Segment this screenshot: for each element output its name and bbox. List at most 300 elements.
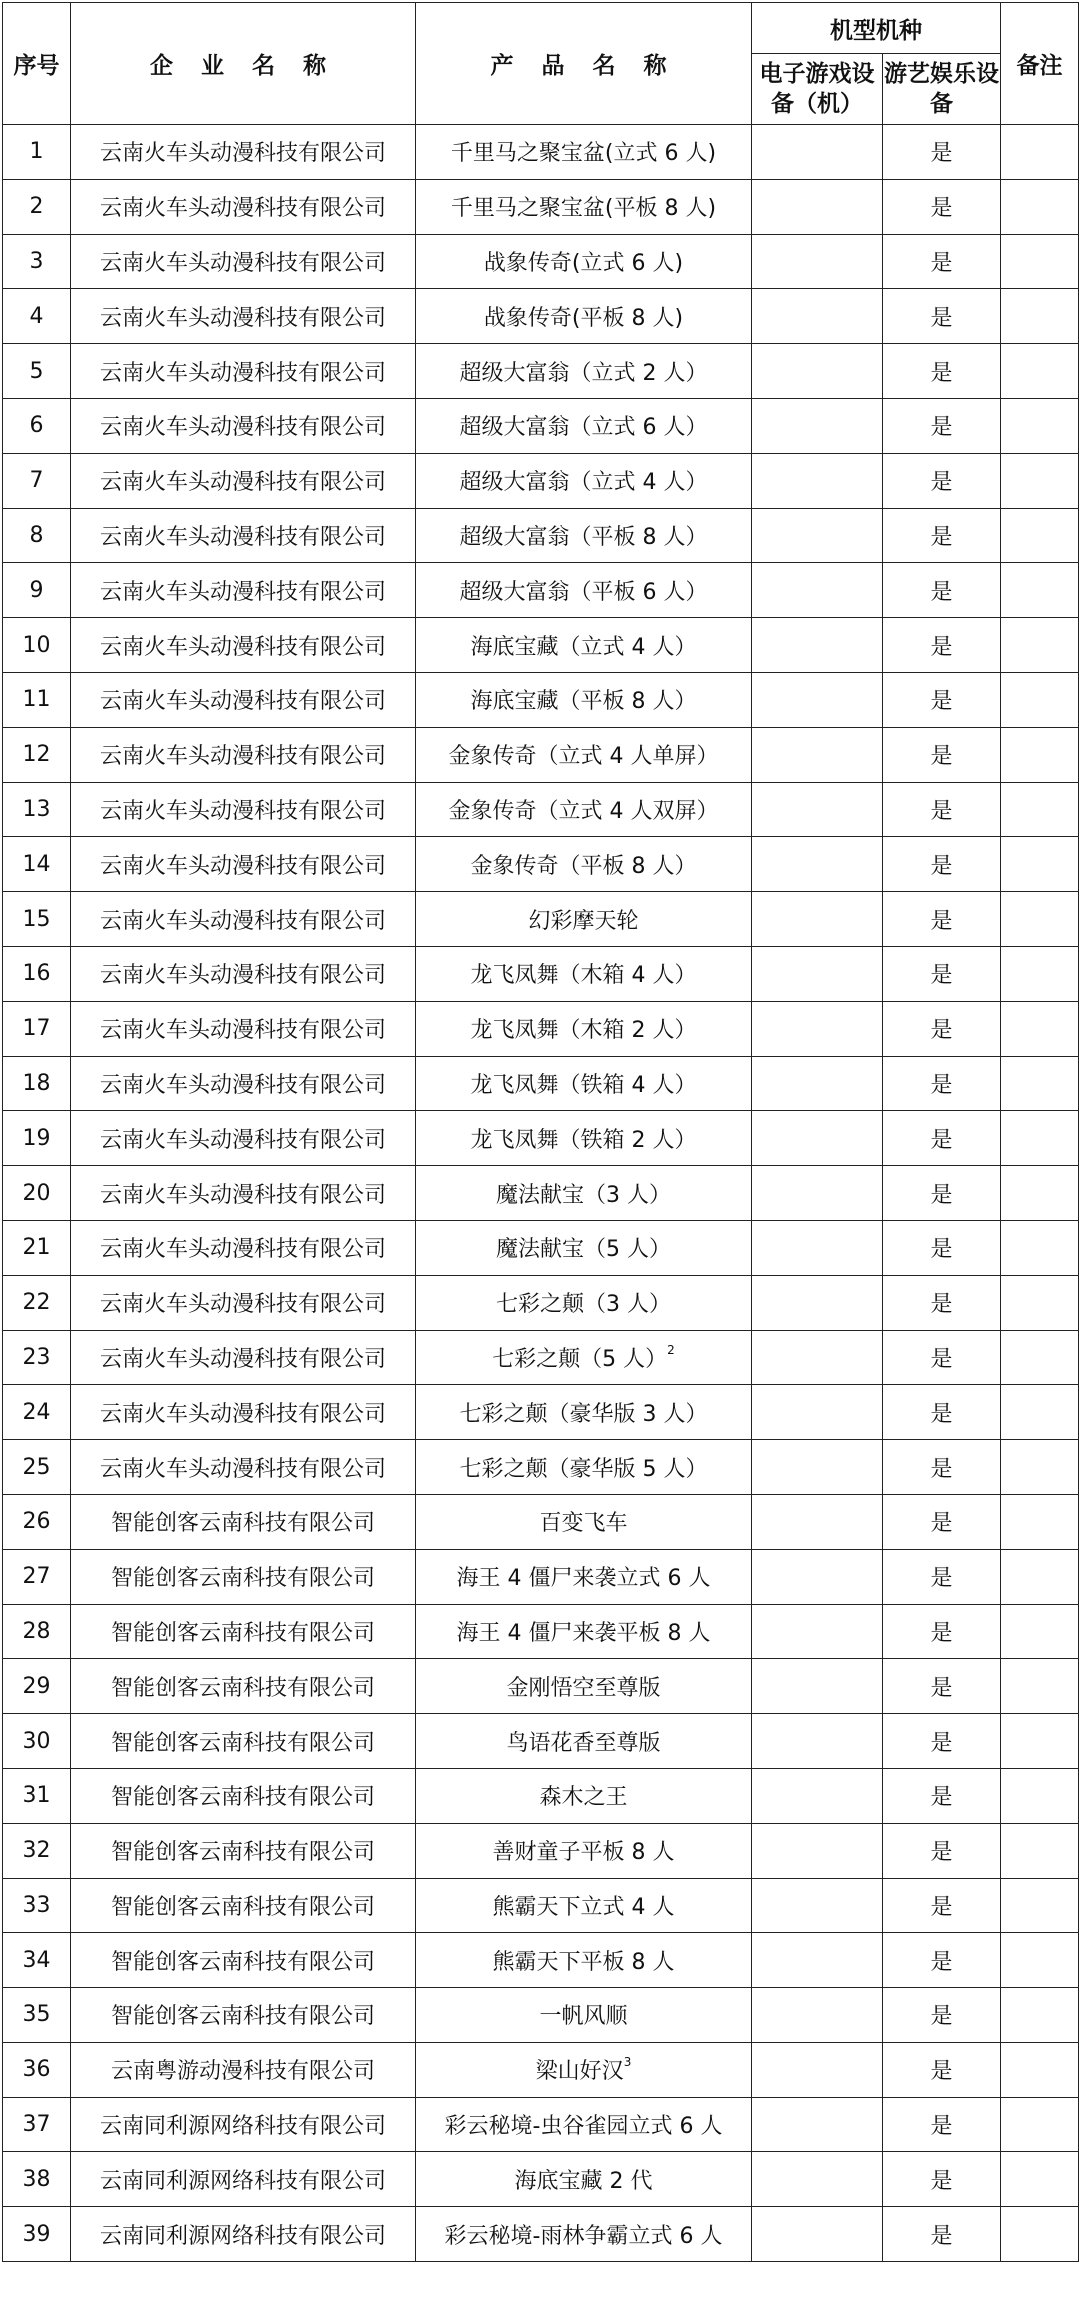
row-number-cell [3, 1330, 71, 1385]
company-name-cell-text: 云南同利源网络科技有限公司 [99, 2114, 386, 2140]
company-name-cell [71, 234, 416, 289]
row-number-cell-text: 10 [22, 632, 51, 658]
company-name-cell [71, 1768, 416, 1823]
amusement-device-cell [883, 453, 1001, 508]
row-number-cell-text: 39 [22, 2221, 51, 2247]
egame-device-cell [752, 837, 883, 892]
product-name-cell [416, 1056, 752, 1111]
product-name-cell [416, 179, 752, 234]
egame-device-cell [752, 1275, 883, 1330]
row-number-cell-text: 28 [22, 1618, 51, 1644]
remark-cell [1001, 344, 1079, 399]
company-name-cell-text: 云南火车头动漫科技有限公司 [99, 1018, 386, 1044]
amusement-device-cell [883, 782, 1001, 837]
table-row [3, 1494, 1079, 1549]
row-number-cell [3, 1166, 71, 1221]
amusement-device-cell-text: 是 [930, 2004, 953, 2030]
table-row [3, 289, 1079, 344]
company-name-cell [71, 1714, 416, 1769]
product-name-cell-text: 金象传奇（立式 4 人双屏） [448, 798, 719, 824]
product-name-cell [416, 1549, 752, 1604]
product-name-cell [416, 837, 752, 892]
amusement-device-cell-text: 是 [930, 2114, 953, 2140]
company-name-cell-text: 云南火车头动漫科技有限公司 [99, 853, 386, 879]
remark-cell [1001, 125, 1079, 180]
company-name-cell-text: 智能创客云南科技有限公司 [110, 1511, 375, 1537]
amusement-device-cell-text: 是 [930, 744, 953, 770]
row-number-cell-text: 36 [22, 2057, 51, 2083]
product-name-cell [416, 1604, 752, 1659]
company-name-cell [71, 1111, 416, 1166]
row-number-cell [3, 618, 71, 673]
row-number-cell-text: 21 [22, 1235, 51, 1261]
product-name-cell [416, 1220, 752, 1275]
product-name-cell-text: 龙飞凤舞（铁箱 4 人） [470, 1072, 697, 1098]
remark-cell [1001, 1330, 1079, 1385]
amusement-device-cell-text: 是 [930, 1018, 953, 1044]
row-number-cell [3, 727, 71, 782]
product-name-cell-text: 超级大富翁（立式 6 人） [459, 415, 708, 441]
product-name-cell [416, 727, 752, 782]
table-row [3, 892, 1079, 947]
amusement-device-cell [883, 398, 1001, 453]
header-egame: 电子游戏设备（机） [752, 54, 883, 125]
row-number-cell-text: 35 [22, 2002, 51, 2028]
company-name-cell [71, 672, 416, 727]
row-number-cell-text: 5 [29, 358, 44, 384]
egame-device-cell [752, 289, 883, 344]
amusement-device-cell-text: 是 [930, 141, 953, 167]
row-number-cell-text: 2 [29, 194, 44, 220]
row-number-cell [3, 1549, 71, 1604]
remark-cell [1001, 672, 1079, 727]
egame-device-cell [752, 1220, 883, 1275]
company-name-cell-text: 云南火车头动漫科技有限公司 [99, 1346, 386, 1372]
table-row [3, 1659, 1079, 1714]
remark-cell [1001, 2207, 1079, 2262]
amusement-device-cell-text: 是 [930, 305, 953, 331]
company-name-cell-text: 云南火车头动漫科技有限公司 [99, 1237, 386, 1263]
product-name-cell-text: 七彩之颠（豪华版 3 人） [459, 1401, 708, 1427]
table-row [3, 1988, 1079, 2043]
row-number-cell-text: 17 [22, 1016, 51, 1042]
company-name-cell [71, 1604, 416, 1659]
table-row [3, 1001, 1079, 1056]
product-name-cell-text: 梁山好汉 [535, 2059, 624, 2085]
remark-cell [1001, 1001, 1079, 1056]
amusement-device-cell [883, 618, 1001, 673]
amusement-device-cell [883, 125, 1001, 180]
product-name-cell-text: 百变飞车 [539, 1511, 628, 1537]
egame-device-cell [752, 1440, 883, 1495]
egame-device-cell [752, 672, 883, 727]
amusement-device-cell [883, 1714, 1001, 1769]
row-number-cell [3, 1001, 71, 1056]
table-row [3, 782, 1079, 837]
amusement-device-cell [883, 1440, 1001, 1495]
company-name-cell [71, 1549, 416, 1604]
amusement-device-cell [883, 2207, 1001, 2262]
row-number-cell [3, 1604, 71, 1659]
amusement-device-cell-text: 是 [930, 2059, 953, 2085]
egame-device-cell [752, 179, 883, 234]
remark-cell [1001, 782, 1079, 837]
row-number-cell-text: 18 [22, 1070, 51, 1096]
remark-cell [1001, 508, 1079, 563]
egame-device-cell [752, 1330, 883, 1385]
egame-device-cell [752, 727, 883, 782]
row-number-cell [3, 289, 71, 344]
row-number-cell [3, 1714, 71, 1769]
egame-device-cell [752, 2207, 883, 2262]
company-name-cell-text: 智能创客云南科技有限公司 [110, 1785, 375, 1811]
product-name-cell-text: 海底宝藏（立式 4 人） [470, 634, 697, 660]
table-row [3, 1330, 1079, 1385]
amusement-device-cell [883, 837, 1001, 892]
amusement-device-cell-text: 是 [930, 1730, 953, 1756]
row-number-cell-text: 3 [29, 248, 44, 274]
header-no: 序号 [3, 3, 71, 125]
product-name-cell [416, 1166, 752, 1221]
row-number-cell [3, 1275, 71, 1330]
product-name-cell-text: 森木之王 [539, 1785, 628, 1811]
row-number-cell-text: 27 [22, 1564, 51, 1590]
amusement-device-cell [883, 1494, 1001, 1549]
company-name-cell [71, 1823, 416, 1878]
company-name-cell [71, 508, 416, 563]
company-name-cell [71, 2207, 416, 2262]
table-row [3, 179, 1079, 234]
company-name-cell-text: 智能创客云南科技有限公司 [110, 2004, 375, 2030]
egame-device-cell [752, 508, 883, 563]
egame-device-cell [752, 618, 883, 673]
egame-device-cell [752, 234, 883, 289]
row-number-cell-text: 1 [29, 139, 44, 165]
company-name-cell [71, 837, 416, 892]
table-row [3, 946, 1079, 1001]
amusement-device-cell-text: 是 [930, 963, 953, 989]
product-name-cell-text: 超级大富翁（立式 2 人） [459, 360, 708, 386]
table-row [3, 453, 1079, 508]
amusement-device-cell [883, 2097, 1001, 2152]
product-name-cell [416, 1001, 752, 1056]
remark-cell [1001, 1549, 1079, 1604]
product-name-cell-text: 战象传奇(立式 6 人) [483, 250, 684, 276]
row-number-cell-text: 34 [22, 1947, 51, 1973]
amusement-device-cell [883, 1056, 1001, 1111]
product-name-cell [416, 508, 752, 563]
row-number-cell [3, 1878, 71, 1933]
table-row [3, 1549, 1079, 1604]
amusement-device-cell-text: 是 [930, 1949, 953, 1975]
company-name-cell [71, 563, 416, 618]
remark-cell [1001, 1768, 1079, 1823]
product-name-cell [416, 1988, 752, 2043]
egame-device-cell [752, 1768, 883, 1823]
amusement-device-cell [883, 1385, 1001, 1440]
egame-device-cell [752, 125, 883, 180]
amusement-device-cell [883, 727, 1001, 782]
row-number-cell [3, 946, 71, 1001]
product-name-cell-text: 海底宝藏 2 代 [514, 2168, 653, 2194]
product-name-cell [416, 1768, 752, 1823]
amusement-device-cell-text: 是 [930, 1566, 953, 1592]
egame-device-cell [752, 1878, 883, 1933]
product-name-cell [416, 1111, 752, 1166]
remark-cell [1001, 1385, 1079, 1440]
amusement-device-cell-text: 是 [930, 1675, 953, 1701]
header-company: 企 业 名 称 [71, 3, 416, 125]
amusement-device-cell-text: 是 [930, 634, 953, 660]
row-number-cell-text: 6 [29, 413, 44, 439]
row-number-cell-text: 26 [22, 1509, 51, 1535]
product-name-cell-text: 七彩之颠（3 人） [496, 1292, 671, 1318]
amusement-device-cell [883, 1111, 1001, 1166]
table-row [3, 672, 1079, 727]
footnote-marker: 3 [623, 2055, 632, 2070]
amusement-device-cell [883, 1823, 1001, 1878]
remark-cell [1001, 1494, 1079, 1549]
product-name-cell [416, 2097, 752, 2152]
amusement-device-cell-text: 是 [930, 524, 953, 550]
row-number-cell-text: 8 [29, 522, 44, 548]
table-row [3, 2097, 1079, 2152]
product-name-cell-text: 金刚悟空至尊版 [506, 1675, 661, 1701]
amusement-device-cell [883, 1330, 1001, 1385]
table-row [3, 2152, 1079, 2207]
amusement-device-cell [883, 2152, 1001, 2207]
egame-device-cell [752, 2152, 883, 2207]
company-name-cell [71, 398, 416, 453]
row-number-cell-text: 7 [29, 468, 44, 494]
egame-device-cell [752, 1549, 883, 1604]
product-name-cell-text: 幻彩摩天轮 [528, 908, 639, 934]
amusement-device-cell-text: 是 [930, 1182, 953, 1208]
amusement-device-cell [883, 234, 1001, 289]
amusement-device-cell-text: 是 [930, 470, 953, 496]
product-name-cell [416, 672, 752, 727]
amusement-device-cell-text: 是 [930, 798, 953, 824]
amusement-device-cell [883, 563, 1001, 618]
egame-device-cell [752, 1166, 883, 1221]
company-name-cell-text: 云南火车头动漫科技有限公司 [99, 415, 386, 441]
row-number-cell-text: 22 [22, 1290, 51, 1316]
egame-device-cell [752, 563, 883, 618]
egame-device-cell [752, 782, 883, 837]
egame-device-cell [752, 453, 883, 508]
remark-cell [1001, 1220, 1079, 1275]
product-name-cell-text: 超级大富翁（平板 8 人） [459, 524, 708, 550]
product-name-cell [416, 892, 752, 947]
product-name-cell-text: 海王 4 僵尸来袭立式 6 人 [456, 1566, 711, 1592]
egame-device-cell [752, 1494, 883, 1549]
remark-cell [1001, 563, 1079, 618]
row-number-cell [3, 344, 71, 399]
row-number-cell-text: 20 [22, 1180, 51, 1206]
row-number-cell-text: 9 [29, 577, 44, 603]
product-name-cell-text: 七彩之颠（5 人） [492, 1346, 668, 1372]
row-number-cell [3, 892, 71, 947]
amusement-device-cell [883, 1275, 1001, 1330]
amusement-device-cell-text: 是 [930, 1127, 953, 1153]
product-name-cell [416, 2207, 752, 2262]
row-number-cell [3, 563, 71, 618]
row-number-cell-text: 24 [22, 1399, 51, 1425]
company-name-cell [71, 1220, 416, 1275]
egame-device-cell [752, 1933, 883, 1988]
amusement-device-cell [883, 344, 1001, 399]
egame-device-cell [752, 398, 883, 453]
company-name-cell-text: 云南同利源网络科技有限公司 [99, 2223, 386, 2249]
product-name-cell-text: 超级大富翁（立式 4 人） [459, 470, 708, 496]
amusement-device-cell [883, 1659, 1001, 1714]
product-name-cell [416, 563, 752, 618]
company-name-cell [71, 892, 416, 947]
company-name-cell-text: 云南火车头动漫科技有限公司 [99, 963, 386, 989]
amusement-device-cell [883, 2042, 1001, 2097]
row-number-cell-text: 31 [22, 1783, 51, 1809]
footnote-marker: 2 [667, 1342, 675, 1357]
egame-device-cell [752, 946, 883, 1001]
amusement-device-cell-text: 是 [930, 1292, 953, 1318]
header-amuse: 游艺娱乐设备 [883, 54, 1001, 125]
remark-cell [1001, 1275, 1079, 1330]
row-number-cell [3, 1385, 71, 1440]
product-name-cell-text: 鸟语花香至尊版 [506, 1730, 661, 1756]
product-name-cell-text: 龙飞凤舞（铁箱 2 人） [470, 1127, 697, 1153]
company-name-cell [71, 1330, 416, 1385]
egame-device-cell [752, 1659, 883, 1714]
amusement-device-cell [883, 1604, 1001, 1659]
row-number-cell [3, 179, 71, 234]
remark-cell [1001, 1659, 1079, 1714]
product-name-cell [416, 1494, 752, 1549]
amusement-device-cell-text: 是 [930, 1456, 953, 1482]
remark-cell [1001, 1933, 1079, 1988]
amusement-device-cell-text: 是 [930, 415, 953, 441]
row-number-cell-text: 33 [22, 1892, 51, 1918]
amusement-device-cell-text: 是 [930, 853, 953, 879]
table-row [3, 837, 1079, 892]
product-name-cell [416, 2042, 752, 2097]
remark-cell [1001, 1823, 1079, 1878]
table-row [3, 727, 1079, 782]
remark-cell [1001, 1604, 1079, 1659]
row-number-cell-text: 12 [22, 742, 51, 768]
company-name-cell-text: 智能创客云南科技有限公司 [110, 1620, 375, 1646]
row-number-cell-text: 16 [22, 961, 51, 987]
row-number-cell [3, 1111, 71, 1166]
company-name-cell [71, 1988, 416, 2043]
amusement-device-cell-text: 是 [930, 1072, 953, 1098]
product-name-cell [416, 1714, 752, 1769]
table-row [3, 508, 1079, 563]
company-name-cell-text: 智能创客云南科技有限公司 [110, 1675, 375, 1701]
amusement-device-cell-text: 是 [930, 908, 953, 934]
egame-device-cell [752, 1823, 883, 1878]
product-name-cell [416, 1933, 752, 1988]
amusement-device-cell-text: 是 [930, 1894, 953, 1920]
amusement-device-cell-text: 是 [930, 1237, 953, 1263]
product-name-cell [416, 1385, 752, 1440]
header-product: 产 品 名 称 [416, 3, 752, 125]
amusement-device-cell-text: 是 [930, 579, 953, 605]
amusement-device-cell [883, 1768, 1001, 1823]
row-number-cell-text: 15 [22, 906, 51, 932]
row-number-cell-text: 13 [22, 796, 51, 822]
amusement-device-cell-text: 是 [930, 2223, 953, 2249]
row-number-cell-text: 23 [22, 1344, 51, 1370]
remark-cell [1001, 727, 1079, 782]
table-row [3, 1768, 1079, 1823]
product-name-cell [416, 1275, 752, 1330]
product-name-cell-text: 一帆风顺 [539, 2004, 628, 2030]
product-name-cell [416, 1878, 752, 1933]
company-name-cell [71, 453, 416, 508]
company-name-cell [71, 1494, 416, 1549]
product-name-cell [416, 344, 752, 399]
company-name-cell [71, 125, 416, 180]
product-name-cell-text: 千里马之聚宝盆(平板 8 人) [450, 196, 717, 222]
product-name-cell [416, 1823, 752, 1878]
company-name-cell [71, 2152, 416, 2207]
row-number-cell [3, 1768, 71, 1823]
company-name-cell-text: 智能创客云南科技有限公司 [110, 1730, 375, 1756]
row-number-cell-text: 19 [22, 1125, 51, 1151]
header-type-group: 机型机种 [752, 3, 1001, 54]
row-number-cell [3, 453, 71, 508]
product-name-cell [416, 618, 752, 673]
remark-cell [1001, 453, 1079, 508]
company-name-cell [71, 179, 416, 234]
company-name-cell-text: 云南火车头动漫科技有限公司 [99, 908, 386, 934]
remark-cell [1001, 1878, 1079, 1933]
product-name-cell-text: 千里马之聚宝盆(立式 6 人) [450, 141, 717, 167]
row-number-cell [3, 125, 71, 180]
table-row [3, 1111, 1079, 1166]
amusement-device-cell-text: 是 [930, 1346, 953, 1372]
row-number-cell [3, 837, 71, 892]
table-row [3, 1440, 1079, 1495]
company-name-cell-text: 云南火车头动漫科技有限公司 [99, 1292, 386, 1318]
header-remark: 备注 [1001, 3, 1079, 125]
row-number-cell [3, 234, 71, 289]
company-name-cell [71, 1385, 416, 1440]
row-number-cell-text: 30 [22, 1728, 51, 1754]
table-row [3, 2207, 1079, 2262]
remark-cell [1001, 2042, 1079, 2097]
company-name-cell-text: 云南火车头动漫科技有限公司 [99, 1127, 386, 1153]
company-name-cell [71, 1275, 416, 1330]
product-name-cell [416, 453, 752, 508]
remark-cell [1001, 946, 1079, 1001]
remark-cell [1001, 1988, 1079, 2043]
row-number-cell-text: 38 [22, 2166, 51, 2192]
amusement-device-cell [883, 892, 1001, 947]
table-row [3, 1385, 1079, 1440]
table-row [3, 344, 1079, 399]
remark-cell [1001, 179, 1079, 234]
row-number-cell-text: 14 [22, 851, 51, 877]
product-name-cell-text: 金象传奇（立式 4 人单屏） [448, 744, 719, 770]
product-name-cell-text: 魔法献宝（3 人） [496, 1182, 671, 1208]
row-number-cell-text: 25 [22, 1454, 51, 1480]
company-name-cell-text: 云南火车头动漫科技有限公司 [99, 196, 386, 222]
company-name-cell-text: 云南火车头动漫科技有限公司 [99, 141, 386, 167]
table-row [3, 125, 1079, 180]
company-name-cell-text: 云南火车头动漫科技有限公司 [99, 634, 386, 660]
remark-cell [1001, 1111, 1079, 1166]
